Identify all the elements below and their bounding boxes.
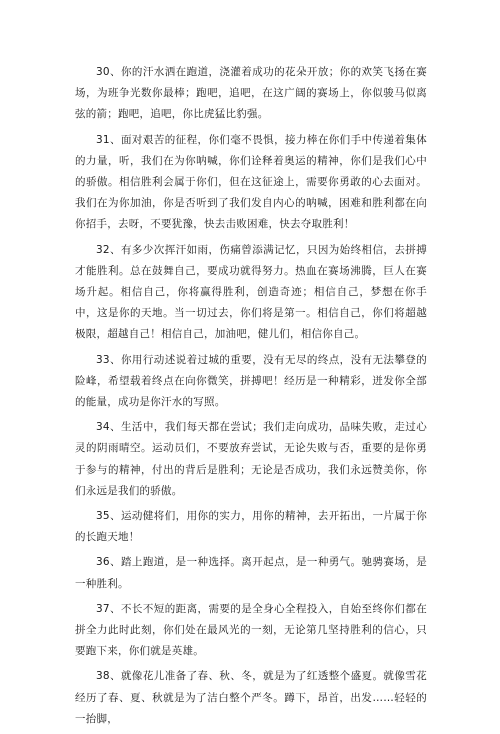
paragraph-36: 36、踏上跑道，是一种选择。离开起点，是一种勇气。驰骋赛场，是一种胜利。 (75, 556, 427, 590)
document-page (75, 62, 427, 734)
paragraph-35: 35、运动健将们，用你的实力，用你的精神，去开拓出，一片属于你的长跑天地！ (75, 510, 427, 544)
paragraph-33: 33、你用行动述说着过城的重要，没有无尽的终点，没有无法攀登的险峰，希望载着终点在向你微笑，拼搏吧！经历是一种精彩，迸发你全部的能量，成功是你汗水的写照。 (75, 353, 427, 409)
paragraph-31: 31、面对艰苦的征程，你们毫不畏惧，接力棒在你们手中传递着集体的力量，听，我们在为你呐喊，你们诠释着奥运的精神，你们是我们心中的骄傲。相信胜利会属于你们，但在这征途上，需要你勇敢的心去面对。我们在为你加油，你是否听到了我们发自内心的呐喊，困难和胜利都在向你招手，去呀，不要犹豫，快去击败困难，快去夺取胜利！ (75, 133, 427, 231)
paragraph-30: 30、你的汗水洒在跑道，浇灌着成功的花朵开放；你的欢笑飞扬在赛场，为班争光数你最棒；跑吧，追吧，在这广阔的赛场上，你似骏马似离弦的箭；跑吧，追吧，你比虎猛比豹强。 (75, 66, 427, 121)
paragraph-38: 38、就像花儿准备了春、秋、冬，就是为了红透整个盛夏。就像雪花经历了春、夏、秋就是为了洁白整个严冬。蹲下，昂首，出发……轻轻的一抬脚， (75, 670, 427, 725)
paragraph-32: 32、有多少次挥汗如雨，伤痛曾添满记忆，只因为始终相信，去拼搏才能胜利。总在鼓舞自己，要成功就得努力。热血在赛场沸腾，巨人在赛场升起。相信自己，你将赢得胜利，创造奇迹；相信自己，梦想在你手中，这是你的天地。当一切过去，你们将是第一。相信自己，你们将超越极限，超越自己！相信自己，加油吧，健儿们，相信你自己。 (75, 243, 427, 341)
paragraph-37: 37、不长不短的距离，需要的是全身心全程投入，自始至终你们都在拼全力此时此刻，你们处在最风光的一刻，无论第几坚持胜利的信心，只要跑下来，你们就是英雄。 (75, 602, 427, 658)
paragraph-34: 34、生活中，我们每天都在尝试；我们走向成功，品味失败，走过心灵的阴雨晴空。运动员们，不要放弃尝试，无论失败与否，重要的是你勇于参与的精神，付出的背后是胜利；无论是否成功，我们永远赞美你，你们永远是我们的骄傲。 (75, 421, 427, 497)
